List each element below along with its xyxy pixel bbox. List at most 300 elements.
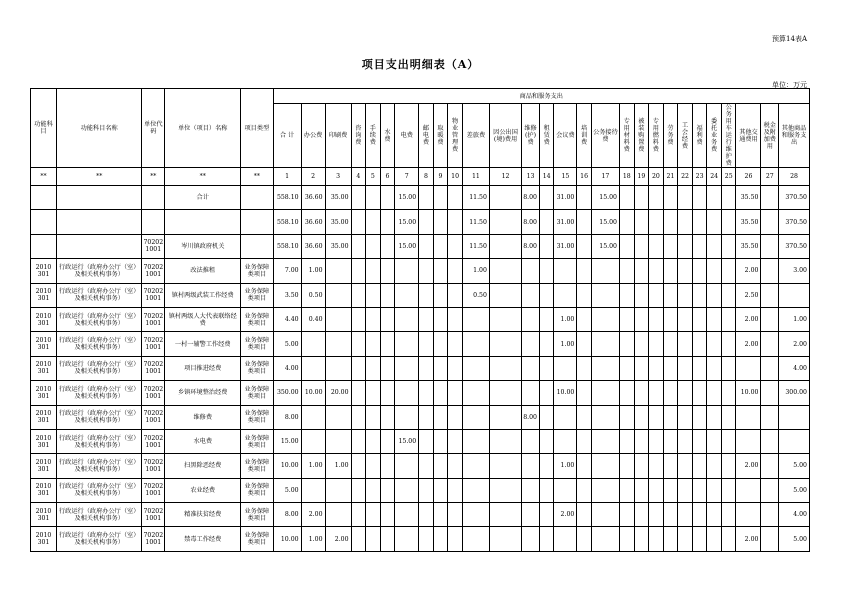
col-header: 培训费 xyxy=(577,104,592,168)
unit-name-cell xyxy=(165,210,241,234)
value-cell xyxy=(325,259,351,283)
value-cell xyxy=(351,307,366,331)
col-number: 8 xyxy=(419,168,434,186)
value-cell: 2.00 xyxy=(736,307,761,331)
value-cell: 36.60 xyxy=(301,210,325,234)
value-cell xyxy=(721,259,736,283)
unit-name-cell: 水电费 xyxy=(165,429,241,453)
unit-code-cell: 70202 1001 xyxy=(142,429,165,453)
value-cell xyxy=(678,454,693,478)
value-cell: 1.00 xyxy=(554,332,577,356)
value-cell xyxy=(325,283,351,307)
func-name-cell: 行政运行（政府办公厅（室）及相关机构事务） xyxy=(57,283,142,307)
col-number: 20 xyxy=(649,168,664,186)
value-cell xyxy=(433,454,448,478)
value-cell: 5.00 xyxy=(779,527,810,551)
table-row xyxy=(31,332,810,356)
value-cell xyxy=(380,454,395,478)
value-cell xyxy=(462,527,489,551)
value-cell: 300.00 xyxy=(779,381,810,405)
value-cell xyxy=(380,356,395,380)
value-cell xyxy=(649,234,664,258)
func-code-cell: 2010 301 xyxy=(31,332,57,356)
value-cell xyxy=(761,503,779,527)
value-cell xyxy=(395,454,419,478)
col-header: 租赁费 xyxy=(539,104,554,168)
value-cell xyxy=(707,186,722,210)
func-name-cell: 行政运行（政府办公厅（室）及相关机构事务） xyxy=(57,356,142,380)
value-cell xyxy=(419,234,434,258)
col-header: 水费 xyxy=(380,104,395,168)
value-cell xyxy=(663,405,678,429)
value-cell: 8.00 xyxy=(273,405,301,429)
value-cell xyxy=(351,381,366,405)
value-cell xyxy=(554,527,577,551)
value-cell: 10.00 xyxy=(273,454,301,478)
table-row xyxy=(31,503,810,527)
value-cell xyxy=(577,503,592,527)
value-cell xyxy=(366,527,381,551)
col-header: 印刷费 xyxy=(325,104,351,168)
value-cell xyxy=(433,307,448,331)
value-cell xyxy=(721,503,736,527)
value-cell xyxy=(419,527,434,551)
value-cell xyxy=(721,527,736,551)
value-cell: 350.00 xyxy=(273,381,301,405)
unit-code-cell: 70202 1001 xyxy=(142,259,165,283)
value-cell xyxy=(325,356,351,380)
value-cell xyxy=(351,186,366,210)
value-cell xyxy=(692,283,707,307)
value-cell xyxy=(707,527,722,551)
value-cell: 1.00 xyxy=(301,454,325,478)
value-cell xyxy=(448,429,463,453)
value-cell xyxy=(301,332,325,356)
value-cell xyxy=(522,478,540,502)
unit-code-cell: 70202 1001 xyxy=(142,478,165,502)
value-cell xyxy=(779,405,810,429)
value-cell xyxy=(721,332,736,356)
value-cell xyxy=(448,332,463,356)
value-cell xyxy=(301,478,325,502)
value-cell xyxy=(721,381,736,405)
col-number: 15 xyxy=(554,168,577,186)
value-cell xyxy=(433,259,448,283)
value-cell: 4.00 xyxy=(273,356,301,380)
value-cell xyxy=(351,527,366,551)
col-number: 7 xyxy=(395,168,419,186)
value-cell xyxy=(366,332,381,356)
value-cell xyxy=(554,283,577,307)
value-cell xyxy=(619,234,634,258)
value-cell xyxy=(489,283,521,307)
value-cell xyxy=(678,283,693,307)
value-cell xyxy=(707,259,722,283)
unit-code-cell xyxy=(142,186,165,210)
value-cell xyxy=(619,210,634,234)
value-cell xyxy=(591,429,619,453)
value-cell xyxy=(433,405,448,429)
value-cell xyxy=(419,429,434,453)
value-cell xyxy=(351,503,366,527)
table-row xyxy=(31,405,810,429)
func-code-cell: 2010 301 xyxy=(31,454,57,478)
table-row xyxy=(31,307,810,331)
value-cell: 0.40 xyxy=(301,307,325,331)
value-cell xyxy=(721,234,736,258)
value-cell xyxy=(663,527,678,551)
col-unit-code: 单位代码 xyxy=(142,89,165,168)
value-cell xyxy=(649,478,664,502)
value-cell xyxy=(539,503,554,527)
value-cell: 5.00 xyxy=(779,454,810,478)
value-cell xyxy=(577,234,592,258)
value-cell xyxy=(678,429,693,453)
value-cell: 10.00 xyxy=(301,381,325,405)
value-cell xyxy=(351,429,366,453)
value-cell xyxy=(301,356,325,380)
value-cell xyxy=(721,429,736,453)
type-cell: 业务保障类项目 xyxy=(241,478,273,502)
value-cell: 1.00 xyxy=(554,454,577,478)
value-cell xyxy=(678,478,693,502)
value-cell xyxy=(325,503,351,527)
value-cell xyxy=(634,307,649,331)
value-cell xyxy=(692,454,707,478)
value-cell xyxy=(489,405,521,429)
value-cell xyxy=(380,210,395,234)
value-cell xyxy=(462,478,489,502)
value-cell xyxy=(433,186,448,210)
value-cell: 1.00 xyxy=(779,307,810,331)
group-header: 商品和服务支出 xyxy=(273,89,810,104)
value-cell xyxy=(663,478,678,502)
value-cell xyxy=(619,186,634,210)
func-name-cell: 行政运行（政府办公厅（室）及相关机构事务） xyxy=(57,429,142,453)
value-cell: 10.00 xyxy=(554,381,577,405)
value-cell xyxy=(489,332,521,356)
value-cell xyxy=(634,210,649,234)
value-cell xyxy=(419,503,434,527)
value-cell xyxy=(761,381,779,405)
value-cell xyxy=(721,405,736,429)
value-cell xyxy=(663,454,678,478)
value-cell xyxy=(433,429,448,453)
value-cell xyxy=(366,259,381,283)
type-cell: 业务保障类项目 xyxy=(241,405,273,429)
value-cell xyxy=(634,429,649,453)
value-cell xyxy=(419,210,434,234)
value-cell xyxy=(678,186,693,210)
value-cell xyxy=(366,478,381,502)
col-header: 其他商品和服务支出 xyxy=(779,104,810,168)
value-cell xyxy=(721,454,736,478)
value-cell xyxy=(761,283,779,307)
value-cell xyxy=(591,527,619,551)
unit-name-cell: 改法推租 xyxy=(165,259,241,283)
value-cell xyxy=(736,429,761,453)
value-cell xyxy=(692,259,707,283)
value-cell: 5.00 xyxy=(273,478,301,502)
value-cell xyxy=(462,356,489,380)
type-cell: 业务保障类项目 xyxy=(241,283,273,307)
value-cell xyxy=(721,356,736,380)
unit-code-cell: 70202 1001 xyxy=(142,307,165,331)
col-header: 因公出国(境)费用 xyxy=(489,104,521,168)
value-cell xyxy=(380,381,395,405)
value-cell xyxy=(707,478,722,502)
unit-code-cell: 70202 1001 xyxy=(142,356,165,380)
value-cell xyxy=(591,259,619,283)
col-header: 委托业务费 xyxy=(707,104,722,168)
value-cell: 5.00 xyxy=(273,332,301,356)
value-cell xyxy=(419,356,434,380)
unit-name-cell: 禁毒工作经费 xyxy=(165,527,241,551)
value-cell xyxy=(634,381,649,405)
value-cell xyxy=(649,259,664,283)
value-cell xyxy=(366,210,381,234)
func-name-cell xyxy=(57,234,142,258)
value-cell xyxy=(433,332,448,356)
value-cell xyxy=(380,234,395,258)
col-header: 合 计 xyxy=(273,104,301,168)
value-cell xyxy=(325,405,351,429)
col-number: 5 xyxy=(366,168,381,186)
value-cell xyxy=(380,332,395,356)
value-cell xyxy=(448,186,463,210)
value-cell xyxy=(433,381,448,405)
func-code-cell: 2010 301 xyxy=(31,381,57,405)
value-cell xyxy=(634,356,649,380)
unit-name-cell: 镇村两级武装工作经费 xyxy=(165,283,241,307)
col-header: 差旅费 xyxy=(462,104,489,168)
value-cell xyxy=(619,478,634,502)
unit-code-cell: 70202 1001 xyxy=(142,503,165,527)
value-cell xyxy=(554,429,577,453)
value-cell xyxy=(591,478,619,502)
col-header: 手续费 xyxy=(366,104,381,168)
value-cell xyxy=(678,332,693,356)
func-name-cell: 行政运行（政府办公厅（室）及相关机构事务） xyxy=(57,307,142,331)
value-cell xyxy=(395,405,419,429)
value-cell: 2.50 xyxy=(736,283,761,307)
value-cell xyxy=(619,429,634,453)
col-header: 专用燃料费 xyxy=(649,104,664,168)
value-cell xyxy=(678,503,693,527)
value-cell: 8.00 xyxy=(273,503,301,527)
value-cell xyxy=(692,405,707,429)
unit-name-cell: 合计 xyxy=(165,186,241,210)
value-cell xyxy=(489,527,521,551)
table-row xyxy=(31,381,810,405)
table-row xyxy=(31,234,810,258)
num-unit-code: ** xyxy=(142,168,165,186)
value-cell xyxy=(539,234,554,258)
value-cell xyxy=(761,259,779,283)
value-cell: 1.00 xyxy=(325,454,351,478)
value-cell: 15.00 xyxy=(273,429,301,453)
value-cell xyxy=(380,503,395,527)
value-cell: 370.50 xyxy=(779,234,810,258)
value-cell xyxy=(380,186,395,210)
col-number: 19 xyxy=(634,168,649,186)
value-cell xyxy=(692,478,707,502)
value-cell xyxy=(433,234,448,258)
value-cell: 35.50 xyxy=(736,210,761,234)
value-cell xyxy=(649,283,664,307)
value-cell xyxy=(692,307,707,331)
value-cell xyxy=(736,478,761,502)
value-cell xyxy=(366,234,381,258)
value-cell xyxy=(448,259,463,283)
value-cell xyxy=(380,429,395,453)
unit-name-cell: 一村一辅警工作经费 xyxy=(165,332,241,356)
value-cell xyxy=(462,429,489,453)
value-cell: 36.60 xyxy=(301,186,325,210)
unit-code-cell: 70202 1001 xyxy=(142,527,165,551)
value-cell xyxy=(619,332,634,356)
value-cell xyxy=(663,429,678,453)
value-cell xyxy=(577,381,592,405)
value-cell: 8.00 xyxy=(522,405,540,429)
value-cell xyxy=(634,283,649,307)
value-cell xyxy=(539,332,554,356)
col-header: 咨询费 xyxy=(351,104,366,168)
value-cell xyxy=(761,307,779,331)
value-cell xyxy=(351,405,366,429)
col-number: 11 xyxy=(462,168,489,186)
value-cell xyxy=(462,381,489,405)
value-cell xyxy=(663,234,678,258)
value-cell xyxy=(678,210,693,234)
value-cell xyxy=(678,405,693,429)
value-cell: 370.50 xyxy=(779,210,810,234)
col-number: 4 xyxy=(351,168,366,186)
value-cell xyxy=(351,234,366,258)
value-cell xyxy=(619,381,634,405)
value-cell xyxy=(591,356,619,380)
value-cell xyxy=(448,210,463,234)
num-type: ** xyxy=(241,168,273,186)
value-cell xyxy=(489,259,521,283)
value-cell xyxy=(462,454,489,478)
func-code-cell xyxy=(31,234,57,258)
unit-name-cell: 精准扶贫经费 xyxy=(165,503,241,527)
value-cell: 15.00 xyxy=(395,186,419,210)
value-cell xyxy=(649,332,664,356)
num-func-code: ** xyxy=(31,168,57,186)
col-type: 项目类型 xyxy=(241,89,273,168)
value-cell xyxy=(433,356,448,380)
value-cell: 36.60 xyxy=(301,234,325,258)
value-cell xyxy=(736,405,761,429)
func-code-cell: 2010 301 xyxy=(31,527,57,551)
col-number: 6 xyxy=(380,168,395,186)
value-cell xyxy=(591,332,619,356)
func-name-cell: 行政运行（政府办公厅（室）及相关机构事务） xyxy=(57,332,142,356)
value-cell xyxy=(380,259,395,283)
value-cell xyxy=(619,283,634,307)
value-cell xyxy=(619,405,634,429)
value-cell xyxy=(692,527,707,551)
value-cell xyxy=(522,283,540,307)
type-cell: 业务保障类项目 xyxy=(241,259,273,283)
value-cell: 2.00 xyxy=(554,503,577,527)
value-cell: 31.00 xyxy=(554,210,577,234)
table-row xyxy=(31,454,810,478)
func-name-cell: 行政运行（政府办公厅（室）及相关机构事务） xyxy=(57,405,142,429)
value-cell xyxy=(554,259,577,283)
col-number: 17 xyxy=(591,168,619,186)
value-cell xyxy=(761,186,779,210)
value-cell xyxy=(419,259,434,283)
value-cell xyxy=(678,234,693,258)
func-code-cell: 2010 301 xyxy=(31,405,57,429)
value-cell: 4.00 xyxy=(779,356,810,380)
value-cell xyxy=(462,503,489,527)
value-cell: 2.00 xyxy=(779,332,810,356)
value-cell: 3.00 xyxy=(779,259,810,283)
value-cell xyxy=(448,307,463,331)
value-cell xyxy=(351,478,366,502)
value-cell xyxy=(489,478,521,502)
value-cell xyxy=(395,527,419,551)
col-number: 25 xyxy=(721,168,736,186)
value-cell xyxy=(692,234,707,258)
unit-name-cell: 镇村两级人大代表联络经费 xyxy=(165,307,241,331)
value-cell xyxy=(761,210,779,234)
value-cell xyxy=(707,332,722,356)
value-cell xyxy=(707,210,722,234)
value-cell xyxy=(663,503,678,527)
value-cell xyxy=(448,527,463,551)
col-header: 办公费 xyxy=(301,104,325,168)
value-cell xyxy=(539,454,554,478)
value-cell xyxy=(325,307,351,331)
value-cell xyxy=(663,186,678,210)
value-cell xyxy=(522,332,540,356)
value-cell xyxy=(619,356,634,380)
value-cell xyxy=(419,381,434,405)
value-cell: 15.00 xyxy=(395,210,419,234)
value-cell: 0.50 xyxy=(462,283,489,307)
value-cell: 15.00 xyxy=(591,186,619,210)
value-cell xyxy=(761,454,779,478)
value-cell xyxy=(577,405,592,429)
value-cell xyxy=(448,478,463,502)
col-number: 22 xyxy=(678,168,693,186)
value-cell xyxy=(419,454,434,478)
value-cell xyxy=(649,454,664,478)
value-cell xyxy=(678,259,693,283)
value-cell: 2.00 xyxy=(736,527,761,551)
value-cell xyxy=(591,405,619,429)
value-cell xyxy=(462,332,489,356)
value-cell xyxy=(522,259,540,283)
unit-name-cell: 维修费 xyxy=(165,405,241,429)
value-cell xyxy=(433,527,448,551)
value-cell xyxy=(591,283,619,307)
value-cell xyxy=(522,454,540,478)
value-cell xyxy=(462,307,489,331)
func-name-cell xyxy=(57,186,142,210)
col-unit-name: 单位（项目）名称 xyxy=(165,89,241,168)
value-cell xyxy=(649,307,664,331)
value-cell xyxy=(678,527,693,551)
value-cell xyxy=(554,356,577,380)
value-cell xyxy=(351,454,366,478)
col-func-code: 功能科目 xyxy=(31,89,57,168)
